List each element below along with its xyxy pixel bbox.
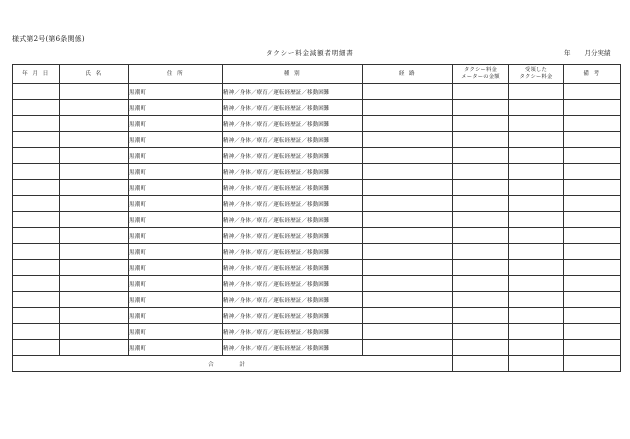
table-row [13,228,621,244]
received-header-line1: 受領した [525,67,547,73]
address-cell: 黒潮町 [129,324,223,340]
date-cell[interactable] [13,276,60,292]
remarks-cell[interactable] [564,116,621,132]
category-cell: 精神／身体／療育／運転経歴証／移動困難 [223,292,363,308]
route-cell[interactable] [363,132,453,148]
address-cell: 黒潮町 [129,132,223,148]
route-cell[interactable] [363,116,453,132]
date-cell[interactable] [13,100,60,116]
address-cell: 黒潮町 [129,244,223,260]
received-fare-cell[interactable] [509,116,564,132]
table-header-row [13,65,621,84]
received-fare-cell[interactable] [509,260,564,276]
date-cell[interactable] [13,116,60,132]
address-cell: 黒潮町 [129,180,223,196]
meter-amount-cell[interactable] [453,84,509,100]
route-cell[interactable] [363,180,453,196]
route-cell[interactable] [363,228,453,244]
address-cell: 黒潮町 [129,228,223,244]
meter-amount-cell[interactable] [453,132,509,148]
name-cell[interactable] [60,180,129,196]
name-cell[interactable] [60,308,129,324]
remarks-cell[interactable] [564,308,621,324]
reporting-period [564,48,611,57]
received-fare-cell[interactable] [509,276,564,292]
category-cell: 精神／身体／療育／運転経歴証／移動困難 [223,244,363,260]
name-cell[interactable] [60,292,129,308]
received-header-line2: タクシー料金 [519,74,553,80]
column-header-name: 氏 名 [60,65,129,84]
meter-amount-cell[interactable] [453,340,509,356]
date-cell[interactable] [13,308,60,324]
route-cell[interactable] [363,308,453,324]
column-header-date: 年 月 日 [13,65,60,84]
table-row [13,244,621,260]
date-cell[interactable] [13,244,60,260]
form-number: 様式第2号(第6条関係) [12,35,85,43]
date-cell[interactable] [13,132,60,148]
remarks-cell[interactable] [564,148,621,164]
remarks-cell[interactable] [564,228,621,244]
table-row [13,340,621,356]
column-header-address: 住 所 [129,65,223,84]
date-cell[interactable] [13,84,60,100]
remarks-cell[interactable] [564,212,621,228]
name-cell[interactable] [60,228,129,244]
meter-amount-cell[interactable] [453,100,509,116]
route-cell[interactable] [363,84,453,100]
address-cell: 黒潮町 [129,84,223,100]
received-fare-cell[interactable] [509,148,564,164]
remarks-cell[interactable] [564,292,621,308]
received-fare-cell[interactable] [509,212,564,228]
meter-header-line1: タクシー料金 [464,67,497,73]
column-header-received-fare [509,65,564,84]
address-cell: 黒潮町 [129,308,223,324]
remarks-cell[interactable] [564,340,621,356]
category-cell: 精神／身体／療育／運転経歴証／移動困難 [223,84,363,100]
received-fare-cell[interactable] [509,84,564,100]
received-fare-cell[interactable] [509,164,564,180]
received-fare-cell[interactable] [509,132,564,148]
remarks-cell[interactable] [564,244,621,260]
address-cell: 黒潮町 [129,340,223,356]
table-row [13,324,621,340]
name-cell[interactable] [60,212,129,228]
address-cell: 黒潮町 [129,100,223,116]
total-remarks-cell[interactable] [564,356,621,372]
route-cell[interactable] [363,292,453,308]
route-cell[interactable] [363,148,453,164]
address-cell: 黒潮町 [129,116,223,132]
received-fare-cell[interactable] [509,244,564,260]
received-fare-cell[interactable] [509,228,564,244]
meter-amount-cell[interactable] [453,164,509,180]
total-received-fare-cell[interactable] [509,356,564,372]
date-cell[interactable] [13,324,60,340]
category-cell: 精神／身体／療育／運転経歴証／移動困難 [223,308,363,324]
address-cell: 黒潮町 [129,276,223,292]
remarks-cell[interactable] [564,196,621,212]
meter-amount-cell[interactable] [453,180,509,196]
category-cell: 精神／身体／療育／運転経歴証／移動困難 [223,196,363,212]
address-cell: 黒潮町 [129,196,223,212]
name-cell[interactable] [60,164,129,180]
category-cell: 精神／身体／療育／運転経歴証／移動困難 [223,276,363,292]
column-header-category: 種 別 [223,65,363,84]
date-cell[interactable] [13,292,60,308]
route-cell[interactable] [363,164,453,180]
date-cell[interactable] [13,228,60,244]
date-cell[interactable] [13,196,60,212]
address-cell: 黒潮町 [129,148,223,164]
meter-amount-cell[interactable] [453,228,509,244]
date-cell[interactable] [13,260,60,276]
received-fare-cell[interactable] [509,308,564,324]
table-row [13,164,621,180]
total-meter-amount-cell[interactable] [453,356,509,372]
meter-amount-cell[interactable] [453,244,509,260]
name-cell[interactable] [60,324,129,340]
total-row [13,356,621,372]
remarks-cell[interactable] [564,84,621,100]
ledger-table [12,64,621,372]
name-cell[interactable] [60,196,129,212]
table-row [13,148,621,164]
category-cell: 精神／身体／療育／運転経歴証／移動困難 [223,260,363,276]
route-cell[interactable] [363,276,453,292]
address-cell: 黒潮町 [129,164,223,180]
total-label: 合 計 [13,356,453,372]
category-cell: 精神／身体／療育／運転経歴証／移動困難 [223,148,363,164]
table-row [13,116,621,132]
category-cell: 精神／身体／療育／運転経歴証／移動困難 [223,180,363,196]
name-cell[interactable] [60,340,129,356]
table-row [13,212,621,228]
meter-amount-cell[interactable] [453,292,509,308]
meter-amount-cell[interactable] [453,308,509,324]
route-cell[interactable] [363,212,453,228]
meter-amount-cell[interactable] [453,196,509,212]
meter-amount-cell[interactable] [453,116,509,132]
address-cell: 黒潮町 [129,212,223,228]
table-row [13,276,621,292]
table-row [13,308,621,324]
received-fare-cell[interactable] [509,196,564,212]
category-cell: 精神／身体／療育／運転経歴証／移動困難 [223,116,363,132]
meter-amount-cell[interactable] [453,324,509,340]
date-cell[interactable] [13,164,60,180]
column-header-meter-amount [453,65,509,84]
received-fare-cell[interactable] [509,180,564,196]
table-row [13,292,621,308]
received-fare-cell[interactable] [509,100,564,116]
name-cell[interactable] [60,148,129,164]
name-cell[interactable] [60,100,129,116]
date-cell[interactable] [13,340,60,356]
route-cell[interactable] [363,100,453,116]
name-cell[interactable] [60,244,129,260]
table-row [13,84,621,100]
table-row [13,100,621,116]
name-cell[interactable] [60,116,129,132]
address-cell: 黒潮町 [129,292,223,308]
remarks-cell[interactable] [564,100,621,116]
column-header-remarks: 備 考 [564,65,621,84]
name-cell[interactable] [60,260,129,276]
name-cell[interactable] [60,84,129,100]
route-cell[interactable] [363,244,453,260]
address-cell: 黒潮町 [129,260,223,276]
remarks-cell[interactable] [564,180,621,196]
ledger-body [13,84,621,356]
date-cell[interactable] [13,180,60,196]
period-year-label: 年 [564,49,571,57]
category-cell: 精神／身体／療育／運転経歴証／移動困難 [223,324,363,340]
meter-amount-cell[interactable] [453,260,509,276]
meter-amount-cell[interactable] [453,276,509,292]
remarks-cell[interactable] [564,260,621,276]
category-cell: 精神／身体／療育／運転経歴証／移動困難 [223,100,363,116]
category-cell: 精神／身体／療育／運転経歴証／移動困難 [223,228,363,244]
document-title: タクシー料金減額者明細書 [266,49,354,57]
period-month-label: 月分実績 [584,49,611,57]
route-cell[interactable] [363,196,453,212]
category-cell: 精神／身体／療育／運転経歴証／移動困難 [223,164,363,180]
date-cell[interactable] [13,148,60,164]
route-cell[interactable] [363,260,453,276]
route-cell[interactable] [363,324,453,340]
meter-header-line2: メーターの金額 [461,74,500,80]
received-fare-cell[interactable] [509,292,564,308]
category-cell: 精神／身体／療育／運転経歴証／移動困難 [223,212,363,228]
date-cell[interactable] [13,212,60,228]
received-fare-cell[interactable] [509,340,564,356]
received-fare-cell[interactable] [509,324,564,340]
category-cell: 精神／身体／療育／運転経歴証／移動困難 [223,340,363,356]
meter-amount-cell[interactable] [453,148,509,164]
table-row [13,180,621,196]
table-row [13,132,621,148]
table-row [13,260,621,276]
remarks-cell[interactable] [564,276,621,292]
name-cell[interactable] [60,132,129,148]
column-header-route: 経 路 [363,65,453,84]
route-cell[interactable] [363,340,453,356]
table-row [13,196,621,212]
category-cell: 精神／身体／療育／運転経歴証／移動困難 [223,132,363,148]
name-cell[interactable] [60,276,129,292]
meter-amount-cell[interactable] [453,212,509,228]
remarks-cell[interactable] [564,132,621,148]
remarks-cell[interactable] [564,164,621,180]
remarks-cell[interactable] [564,324,621,340]
